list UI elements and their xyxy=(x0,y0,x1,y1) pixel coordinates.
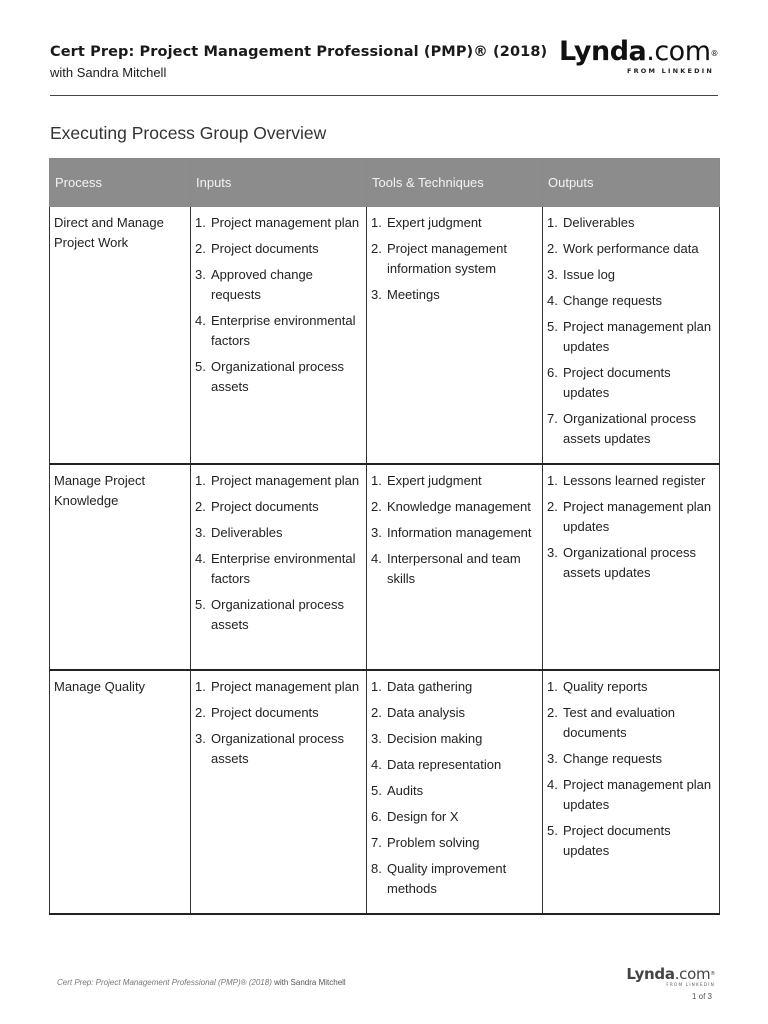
logo-tagline: FROM LINKEDIN xyxy=(626,67,714,75)
list-item-text: Decision making xyxy=(387,731,483,746)
inputs-cell xyxy=(191,464,367,670)
list-item-text: Change requests xyxy=(563,751,663,766)
list-item-number: 1. xyxy=(547,679,558,694)
list-item xyxy=(371,703,538,723)
list-item xyxy=(547,497,715,537)
footer-course-title: Cert Prep: Project Management Professional (PMP)® (2018) xyxy=(57,978,272,987)
list-item xyxy=(195,729,362,769)
list-item-number: 3. xyxy=(371,525,382,540)
list-item-text: Information management xyxy=(387,525,532,540)
list-item xyxy=(195,471,362,491)
footer-logo-dotcom: .com xyxy=(674,965,711,983)
tools-cell xyxy=(367,207,543,465)
list-item xyxy=(371,807,538,827)
list-item-number: 1. xyxy=(195,473,206,488)
table-header-row xyxy=(50,159,720,207)
tools-list xyxy=(371,213,538,305)
column-header-inputs: Inputs xyxy=(191,159,367,207)
page-number: 1 of 3 xyxy=(691,992,712,1001)
list-item-number: 5. xyxy=(547,823,558,838)
tools-cell xyxy=(367,670,543,914)
list-item-text: Project documents updates xyxy=(563,365,671,400)
footer-logo-registered: ® xyxy=(710,971,715,977)
list-item xyxy=(371,729,538,749)
list-item xyxy=(547,239,715,259)
list-item xyxy=(195,239,362,259)
list-item-number: 2. xyxy=(547,241,558,256)
list-item xyxy=(371,755,538,775)
list-item-number: 3. xyxy=(195,731,206,746)
list-item-text: Audits xyxy=(387,783,424,798)
list-item-text: Issue log xyxy=(563,267,616,282)
list-item-number: 5. xyxy=(195,597,206,612)
inputs-cell xyxy=(191,207,367,465)
list-item-number: 4. xyxy=(371,757,382,772)
list-item-number: 4. xyxy=(195,313,206,328)
list-item-text: Project management plan xyxy=(211,679,360,694)
process-name: Direct and Manage Project Work xyxy=(50,207,191,465)
list-item-text: Problem solving xyxy=(387,835,480,850)
list-item-number: 6. xyxy=(547,365,558,380)
logo-registered: ® xyxy=(710,49,718,58)
list-item-number: 3. xyxy=(195,267,206,282)
table-row xyxy=(50,670,720,914)
list-item-text: Organizational process assets updates xyxy=(563,545,696,580)
list-item xyxy=(371,677,538,697)
list-item xyxy=(547,291,715,311)
list-item-text: Organizational process assets xyxy=(211,359,344,394)
list-item xyxy=(371,471,538,491)
list-item-number: 7. xyxy=(547,411,558,426)
list-item-number: 3. xyxy=(195,525,206,540)
list-item xyxy=(547,821,715,861)
list-item-number: 5. xyxy=(195,359,206,374)
list-item-text: Lessons learned register xyxy=(563,473,706,488)
list-item xyxy=(547,471,715,491)
list-item xyxy=(547,543,715,583)
list-item xyxy=(547,265,715,285)
list-item-text: Project management plan xyxy=(211,215,360,230)
list-item-text: Project documents xyxy=(211,499,319,514)
list-item-text: Interpersonal and team skills xyxy=(387,551,521,586)
list-item xyxy=(371,497,538,517)
list-item-number: 2. xyxy=(547,705,558,720)
list-item-number: 4. xyxy=(195,551,206,566)
list-item-text: Expert judgment xyxy=(387,215,482,230)
table-row xyxy=(50,464,720,670)
list-item-text: Approved change requests xyxy=(211,267,313,302)
list-item-number: 3. xyxy=(547,751,558,766)
list-item-text: Enterprise environmental factors xyxy=(211,551,356,586)
list-item xyxy=(371,833,538,853)
list-item-number: 2. xyxy=(371,705,382,720)
outputs-list xyxy=(547,213,715,449)
table-body xyxy=(50,207,720,915)
list-item-number: 2. xyxy=(547,499,558,514)
list-item-number: 2. xyxy=(195,499,206,514)
list-item xyxy=(547,363,715,403)
column-header-outputs: Outputs xyxy=(543,159,720,207)
inputs-list xyxy=(195,677,362,769)
list-item-number: 3. xyxy=(371,731,382,746)
tools-cell xyxy=(367,464,543,670)
section-title: Executing Process Group Overview xyxy=(50,123,327,143)
list-item xyxy=(371,213,538,233)
list-item-text: Work performance data xyxy=(563,241,699,256)
list-item-number: 6. xyxy=(371,809,382,824)
footer-instructor: with Sandra Mitchell xyxy=(274,978,346,987)
inputs-cell xyxy=(191,670,367,914)
list-item-number: 4. xyxy=(547,777,558,792)
outputs-cell xyxy=(543,670,720,914)
list-item-text: Quality improvement methods xyxy=(387,861,507,896)
list-item-number: 1. xyxy=(195,215,206,230)
list-item-text: Project management information system xyxy=(387,241,507,276)
process-table xyxy=(49,158,720,915)
header-divider xyxy=(50,95,718,96)
list-item-number: 2. xyxy=(195,241,206,256)
list-item xyxy=(547,703,715,743)
list-item-number: 8. xyxy=(371,861,382,876)
outputs-list xyxy=(547,677,715,861)
logo-dotcom: .com xyxy=(646,36,711,67)
footer-course xyxy=(57,978,346,987)
list-item-text: Project management plan updates xyxy=(563,499,712,534)
list-item-number: 7. xyxy=(371,835,382,850)
outputs-list xyxy=(547,471,715,583)
logo-wordmark: Lynda xyxy=(559,36,647,67)
tools-list xyxy=(371,677,538,899)
list-item xyxy=(195,213,362,233)
list-item xyxy=(371,239,538,279)
list-item-number: 5. xyxy=(371,783,382,798)
course-title: Cert Prep: Project Management Professional (PMP)® (2018) xyxy=(50,44,548,60)
instructor-name: with Sandra Mitchell xyxy=(50,65,167,80)
list-item-text: Project management plan xyxy=(211,473,360,488)
list-item xyxy=(195,497,362,517)
list-item xyxy=(371,285,538,305)
outputs-cell xyxy=(543,464,720,670)
list-item xyxy=(195,357,362,397)
list-item-number: 1. xyxy=(371,679,382,694)
list-item-text: Meetings xyxy=(387,287,440,302)
outputs-cell xyxy=(543,207,720,465)
process-name: Manage Quality xyxy=(50,670,191,914)
list-item xyxy=(547,317,715,357)
list-item-text: Project management plan updates xyxy=(563,777,712,812)
list-item-number: 3. xyxy=(371,287,382,302)
list-item-number: 3. xyxy=(547,267,558,282)
list-item xyxy=(371,781,538,801)
list-item-number: 4. xyxy=(547,293,558,308)
list-item xyxy=(195,265,362,305)
list-item-text: Data representation xyxy=(387,757,502,772)
list-item xyxy=(195,311,362,351)
list-item-number: 5. xyxy=(547,319,558,334)
list-item-number: 4. xyxy=(371,551,382,566)
list-item xyxy=(547,775,715,815)
list-item-number: 1. xyxy=(371,473,382,488)
list-item-text: Data gathering xyxy=(387,679,473,694)
list-item xyxy=(547,677,715,697)
list-item-text: Enterprise environmental factors xyxy=(211,313,356,348)
list-item-text: Deliverables xyxy=(211,525,283,540)
column-header-tools: Tools & Techniques xyxy=(367,159,543,207)
list-item-text: Project management plan updates xyxy=(563,319,712,354)
list-item xyxy=(195,703,362,723)
list-item xyxy=(371,523,538,543)
list-item xyxy=(547,213,715,233)
list-item xyxy=(371,549,538,589)
list-item xyxy=(547,749,715,769)
footer-logo-tagline: FROM LINKEDIN xyxy=(666,982,715,987)
list-item-number: 1. xyxy=(371,215,382,230)
list-item-text: Organizational process assets updates xyxy=(563,411,696,446)
tools-list xyxy=(371,471,538,589)
list-item-number: 1. xyxy=(195,679,206,694)
column-header-process: Process xyxy=(50,159,191,207)
footer-lynda-logo xyxy=(626,966,715,987)
list-item-text: Test and evaluation documents xyxy=(563,705,676,740)
inputs-list xyxy=(195,213,362,397)
list-item-text: Knowledge management xyxy=(387,499,531,514)
list-item-text: Project documents xyxy=(211,705,319,720)
list-item-text: Organizational process assets xyxy=(211,597,344,632)
list-item-number: 2. xyxy=(371,241,382,256)
list-item-number: 1. xyxy=(547,473,558,488)
list-item-text: Expert judgment xyxy=(387,473,482,488)
list-item-number: 2. xyxy=(371,499,382,514)
process-name: Manage Project Knowledge xyxy=(50,464,191,670)
list-item xyxy=(195,595,362,635)
list-item-text: Data analysis xyxy=(387,705,466,720)
page-header xyxy=(50,36,718,80)
list-item-text: Design for X xyxy=(387,809,459,824)
table-row xyxy=(50,207,720,465)
list-item xyxy=(371,859,538,899)
list-item-number: 2. xyxy=(195,705,206,720)
list-item xyxy=(195,549,362,589)
list-item xyxy=(547,409,715,449)
list-item-text: Quality reports xyxy=(563,679,648,694)
list-item xyxy=(195,677,362,697)
list-item xyxy=(195,523,362,543)
inputs-list xyxy=(195,471,362,635)
list-item-text: Deliverables xyxy=(563,215,635,230)
list-item-number: 3. xyxy=(547,545,558,560)
list-item-text: Change requests xyxy=(563,293,663,308)
list-item-text: Project documents updates xyxy=(563,823,671,858)
lynda-logo xyxy=(559,38,718,75)
footer-logo-wordmark: Lynda xyxy=(626,965,675,983)
list-item-text: Project documents xyxy=(211,241,319,256)
list-item-number: 1. xyxy=(547,215,558,230)
list-item-text: Organizational process assets xyxy=(211,731,344,766)
